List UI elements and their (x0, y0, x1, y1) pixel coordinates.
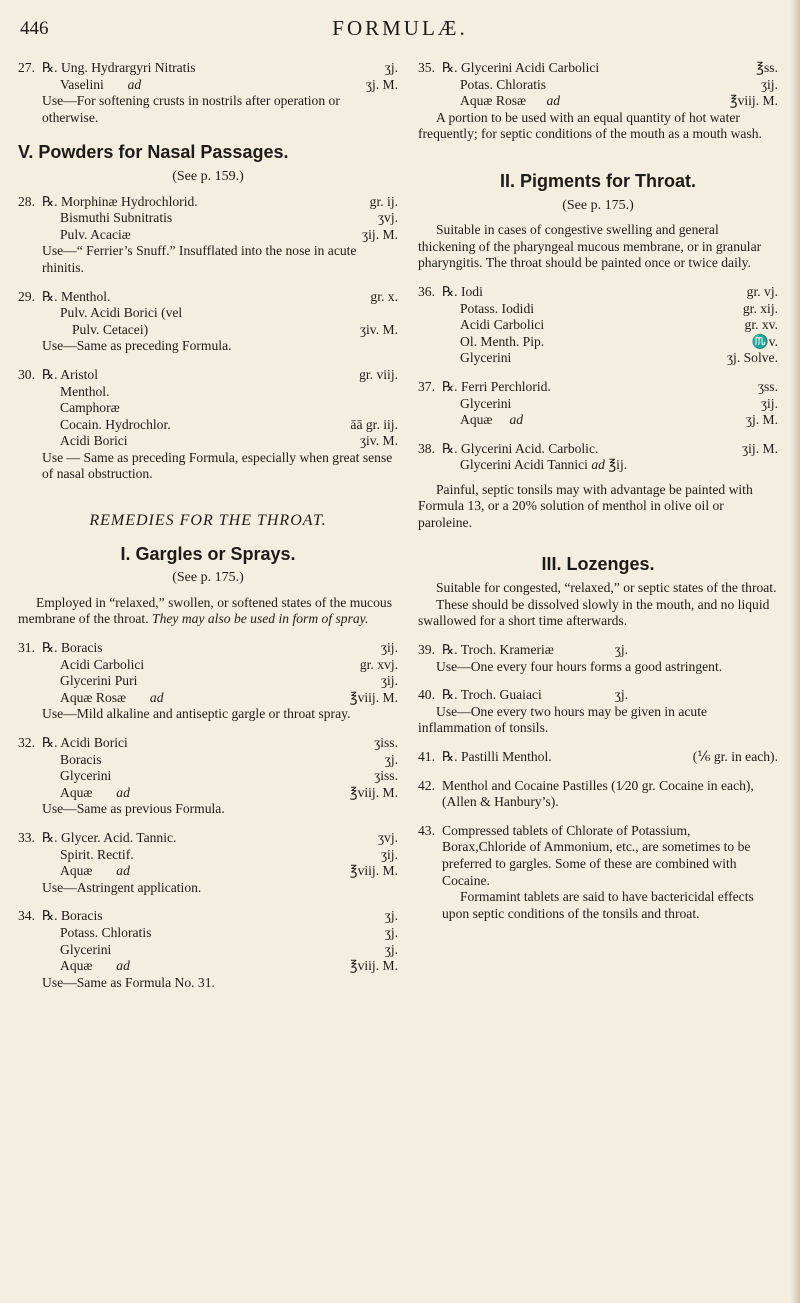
quantity: ʒj. (384, 924, 398, 940)
quantity: ʒij. (761, 395, 778, 411)
usage-note: Use—Same as Formula No. 31. (42, 974, 215, 990)
formula-number: 42. (418, 777, 435, 793)
intro-text: Suitable in cases of congestive swelling and general thickening of the pharyngeal mucous membrane, or in granular pharyngitis. The throat should be painted once or twice daily. (418, 222, 762, 271)
quantity: āā gr. iij. (350, 416, 398, 432)
ad-term: ad (149, 689, 164, 705)
quantity: ʒj. (384, 941, 398, 957)
ingredient: Potas. Chloratis (460, 76, 547, 92)
page-edge-shadow (790, 0, 800, 1303)
ingredient: ℞. Glycer. Acid. Tannic. (42, 829, 177, 845)
ingredient: Bismuthi Subnitratis (60, 210, 173, 226)
usage-note: Use—Astringent application. (42, 879, 202, 895)
formula-32 (18, 735, 398, 818)
quantity: ʒij. (761, 76, 778, 92)
ingredient: Glycerini (460, 350, 512, 366)
quantity: gr. xv. (744, 317, 778, 333)
ingredient: Aquæ (60, 784, 93, 800)
ad-term: ad (546, 93, 561, 109)
formamint-note: Formamint tablets are said to have bactericidal effects upon septic conditions of the tonsils and throat. (442, 889, 754, 921)
usage-note: Painful, septic tonsils may with advantage be painted with Formula 13, or a 20% solution of menthol in olive oil or paroleine. (418, 481, 753, 531)
ingredient: Pulv. Acidi Borici (vel (60, 305, 183, 321)
formula-number: 32. (18, 735, 35, 750)
quantity: ʒj. (614, 687, 628, 703)
usage-note: Use — Same as preceding Formula, especially when great sense of nasal obstruction. (42, 449, 393, 482)
quantity: ʒvj. (377, 210, 398, 226)
ad-term: ad (116, 958, 130, 974)
quantity: ʒss. (757, 378, 778, 394)
ingredient: Acidi Borici (60, 433, 128, 449)
ingredient: Vaselini (60, 76, 104, 92)
ingredient: Pulv. Cetacei) (72, 321, 149, 337)
quantity: ℥viij. M. (729, 93, 778, 109)
page-reference: (See p. 175.) (562, 197, 634, 213)
quantity: gr. xvj. (359, 656, 398, 672)
quantity: gr. viij. (359, 366, 398, 382)
formula-number: 40. (418, 687, 435, 703)
quantity: ʒiv. M. (359, 321, 398, 337)
ingredient: ℞. Troch. Krameriæ (442, 642, 554, 658)
formula-number: 34. (18, 908, 35, 924)
quantity: ʒij. M. (742, 440, 778, 456)
ingredient: Pulv. Acaciæ (60, 226, 131, 242)
usage-note: Use—Mild alkaline and antiseptic gargle or throat spray. (42, 706, 351, 722)
quantity: ℥viij. M. (349, 784, 398, 800)
quantity: ʒij. M. (362, 226, 398, 242)
quantity: ʒj. (614, 642, 628, 658)
section-heading-gargles: I. Gargles or Sprays. (120, 543, 296, 564)
intro-text: Suitable for congested, “relaxed,” or septic states of the throat. (436, 580, 777, 596)
ingredient: Aquæ (60, 863, 93, 879)
formula-number: 41. (418, 749, 435, 764)
ingredient: ℞. Boracis (42, 908, 103, 924)
ingredient: ℞. Morphinæ Hydrochlorid. (42, 193, 198, 209)
quantity: ʒj. (384, 751, 398, 767)
ingredient: Aquæ (60, 958, 93, 974)
formula-28 (18, 194, 398, 277)
quantity: gr. x. (370, 288, 398, 304)
formula-43 (418, 823, 778, 923)
formula-number: 31. (18, 640, 35, 656)
formula-36 (418, 284, 778, 367)
quantity: ʒj. M. (745, 412, 778, 428)
section-heading-lozenges: III. Lozenges. (541, 553, 655, 574)
usage-note: A portion to be used with an equal quantity of hot water frequently; for septic conditions of the mouth as a mouth wash. (418, 109, 762, 142)
formula-41 (418, 749, 778, 766)
quantity: gr. ij. (369, 193, 398, 209)
ingredient: Aquæ Rosæ (460, 93, 527, 109)
ingredient: ℞. Ung. Hydrargyri Nitratis (42, 60, 196, 75)
section-heading-pigments: II. Pigments for Throat. (499, 170, 696, 191)
ingredient: ℞. Acidi Borici (42, 735, 128, 750)
formula-number: 39. (418, 642, 435, 658)
quantity: ʒiv. M. (359, 433, 398, 449)
formula-number: 35. (418, 60, 435, 75)
ingredient: Ol. Menth. Pip. (460, 333, 545, 349)
ingredient: Boracis (60, 751, 102, 767)
ingredient: Aquæ Rosæ (60, 689, 127, 705)
formula-number: 29. (18, 288, 35, 304)
quantity: ℥viij. M. (349, 863, 398, 879)
quantity: ʒij. (381, 640, 398, 656)
ingredient: Glycerini (60, 941, 112, 957)
ingredient: Potass. Iodidi (460, 300, 535, 316)
quantity: ℥viij. M. (349, 689, 398, 705)
formula-number: 43. (418, 822, 435, 838)
formula-text: Compressed tablets of Chlorate of Potassium, Borax,Chloride of Ammonium, etc., are sometimes to be preferred to gargles. Some of these are combined with Cocaine. (442, 822, 751, 888)
gargles-intro (18, 595, 398, 628)
ingredient: ℞. Pastilli Menthol. (442, 749, 552, 764)
quantity: ʒiss. (374, 735, 398, 750)
quantity: ℥ss. (756, 60, 778, 75)
formula-30 (18, 367, 398, 483)
page-number: 446 (20, 18, 49, 39)
usage-note: Use—“ Ferrier’s Snuff.” Insufflated into the nose in acute rhinitis. (42, 243, 357, 275)
ad-term: ad (509, 412, 524, 428)
page-reference: (See p. 175.) (172, 570, 244, 586)
ad-term: ad (116, 784, 130, 800)
ingredient: ℞. Ferri Perchlorid. (442, 378, 551, 394)
formula-text: Menthol and Cocaine Pastilles (1⁄20 gr. Cocaine in each), (Allen & Hanbury’s). (442, 777, 754, 810)
formula-37 (418, 379, 778, 429)
ingredient: ℞. Menthol. (42, 288, 111, 304)
ingredient: Glycerini Puri (60, 673, 138, 689)
ingredient: ℞. Glycerini Acidi Carbolici (442, 60, 600, 75)
ingredient: ℞. Glycerini Acid. Carbolic. (442, 440, 599, 456)
pigments-intro (418, 222, 778, 272)
ingredient: Aquæ (460, 412, 493, 428)
formula-34 (18, 908, 398, 991)
ingredient: Potass. Chloratis (60, 924, 152, 940)
ad-term: ad (591, 457, 605, 473)
ingredient: ℞. Troch. Guaiaci (442, 687, 542, 703)
ingredient: Acidi Carbolici (60, 656, 145, 672)
quantity: ʒj. M. (365, 76, 398, 92)
quantity: ʒij. (381, 846, 398, 862)
ad-term: ad (127, 76, 142, 92)
ad-term: ad (116, 863, 130, 879)
formula-number: 28. (18, 193, 35, 209)
ingredient: Glycerini (60, 768, 112, 784)
ingredient: ℞. Boracis (42, 640, 103, 656)
quantity: ʒvj. (377, 829, 398, 845)
running-header (0, 14, 800, 44)
formula-number: 27. (18, 60, 35, 75)
usage-note: Use—Same as previous Formula. (42, 801, 225, 817)
formula-35 (418, 60, 778, 143)
usage-note: Use—Same as preceding Formula. (42, 338, 232, 354)
ingredient: Glycerini (460, 395, 512, 411)
formula-42 (418, 778, 778, 811)
chapter-heading-throat: REMEDIES FOR THE THROAT. (89, 512, 327, 530)
formula-27 (18, 60, 398, 126)
lozenges-intro (418, 580, 778, 630)
usage-note: Use—For softening crusts in nostrils after operation or otherwise. (42, 93, 340, 125)
formula-number: 37. (418, 378, 435, 394)
quantity: gr. xij. (742, 300, 778, 316)
quantity: ʒj. Solve. (727, 350, 778, 366)
intro-text: Employed in “relaxed,” swollen, or softened states of the mucous membrane of the throat. (18, 594, 392, 627)
formula-38 (418, 441, 778, 532)
ingredient: Acidi Carbolici (460, 317, 545, 333)
quantity: ʒj. (384, 908, 398, 924)
quantity: ℥viij. M. (349, 958, 398, 974)
quantity: ʒiss. (374, 768, 398, 784)
quantity: ʒj. (384, 60, 398, 75)
ingredient: Camphoræ (60, 400, 120, 416)
quantity: (⅙ gr. in each). (692, 749, 778, 764)
formula-number: 30. (18, 366, 35, 382)
ingredient: Cocain. Hydrochlor. (60, 416, 171, 432)
formula-39 (418, 642, 778, 675)
formula-33 (18, 830, 398, 896)
quantity: gr. vj. (746, 283, 778, 299)
left-column (18, 60, 398, 1003)
usage-note: Use—One every two hours may be given in acute inflammation of tonsils. (418, 703, 708, 736)
ingredient: ℞. Aristol (42, 366, 98, 382)
ingredient: ℞. Iodi (442, 283, 483, 299)
intro-text-italic: They may also be used in form of spray. (152, 611, 369, 627)
ingredient: Menthol. (60, 383, 110, 399)
page-reference: (See p. 159.) (172, 168, 244, 184)
formula-29 (18, 289, 398, 355)
page-title: FORMULÆ. (332, 16, 468, 40)
right-column (418, 60, 778, 934)
quantity: ♏v. (751, 333, 778, 349)
section-heading-nasal-powders: V. Powders for Nasal Passages. (18, 142, 289, 163)
usage-note: Use—One every four hours forms a good astringent. (436, 658, 723, 674)
formula-number: 38. (418, 440, 435, 456)
formula-number: 33. (18, 829, 35, 845)
formula-31 (18, 640, 398, 723)
quantity: ʒij. (381, 673, 398, 689)
quantity: ℥ij. (608, 457, 628, 473)
ingredient: Spirit. Rectif. (60, 846, 134, 862)
intro-text: These should be dissolved slowly in the mouth, and no liquid swallowed for a short time afterwards. (418, 596, 770, 629)
formula-40 (418, 687, 778, 737)
ingredient: Glycerini Acidi Tannici (460, 457, 588, 473)
formula-number: 36. (418, 283, 435, 299)
